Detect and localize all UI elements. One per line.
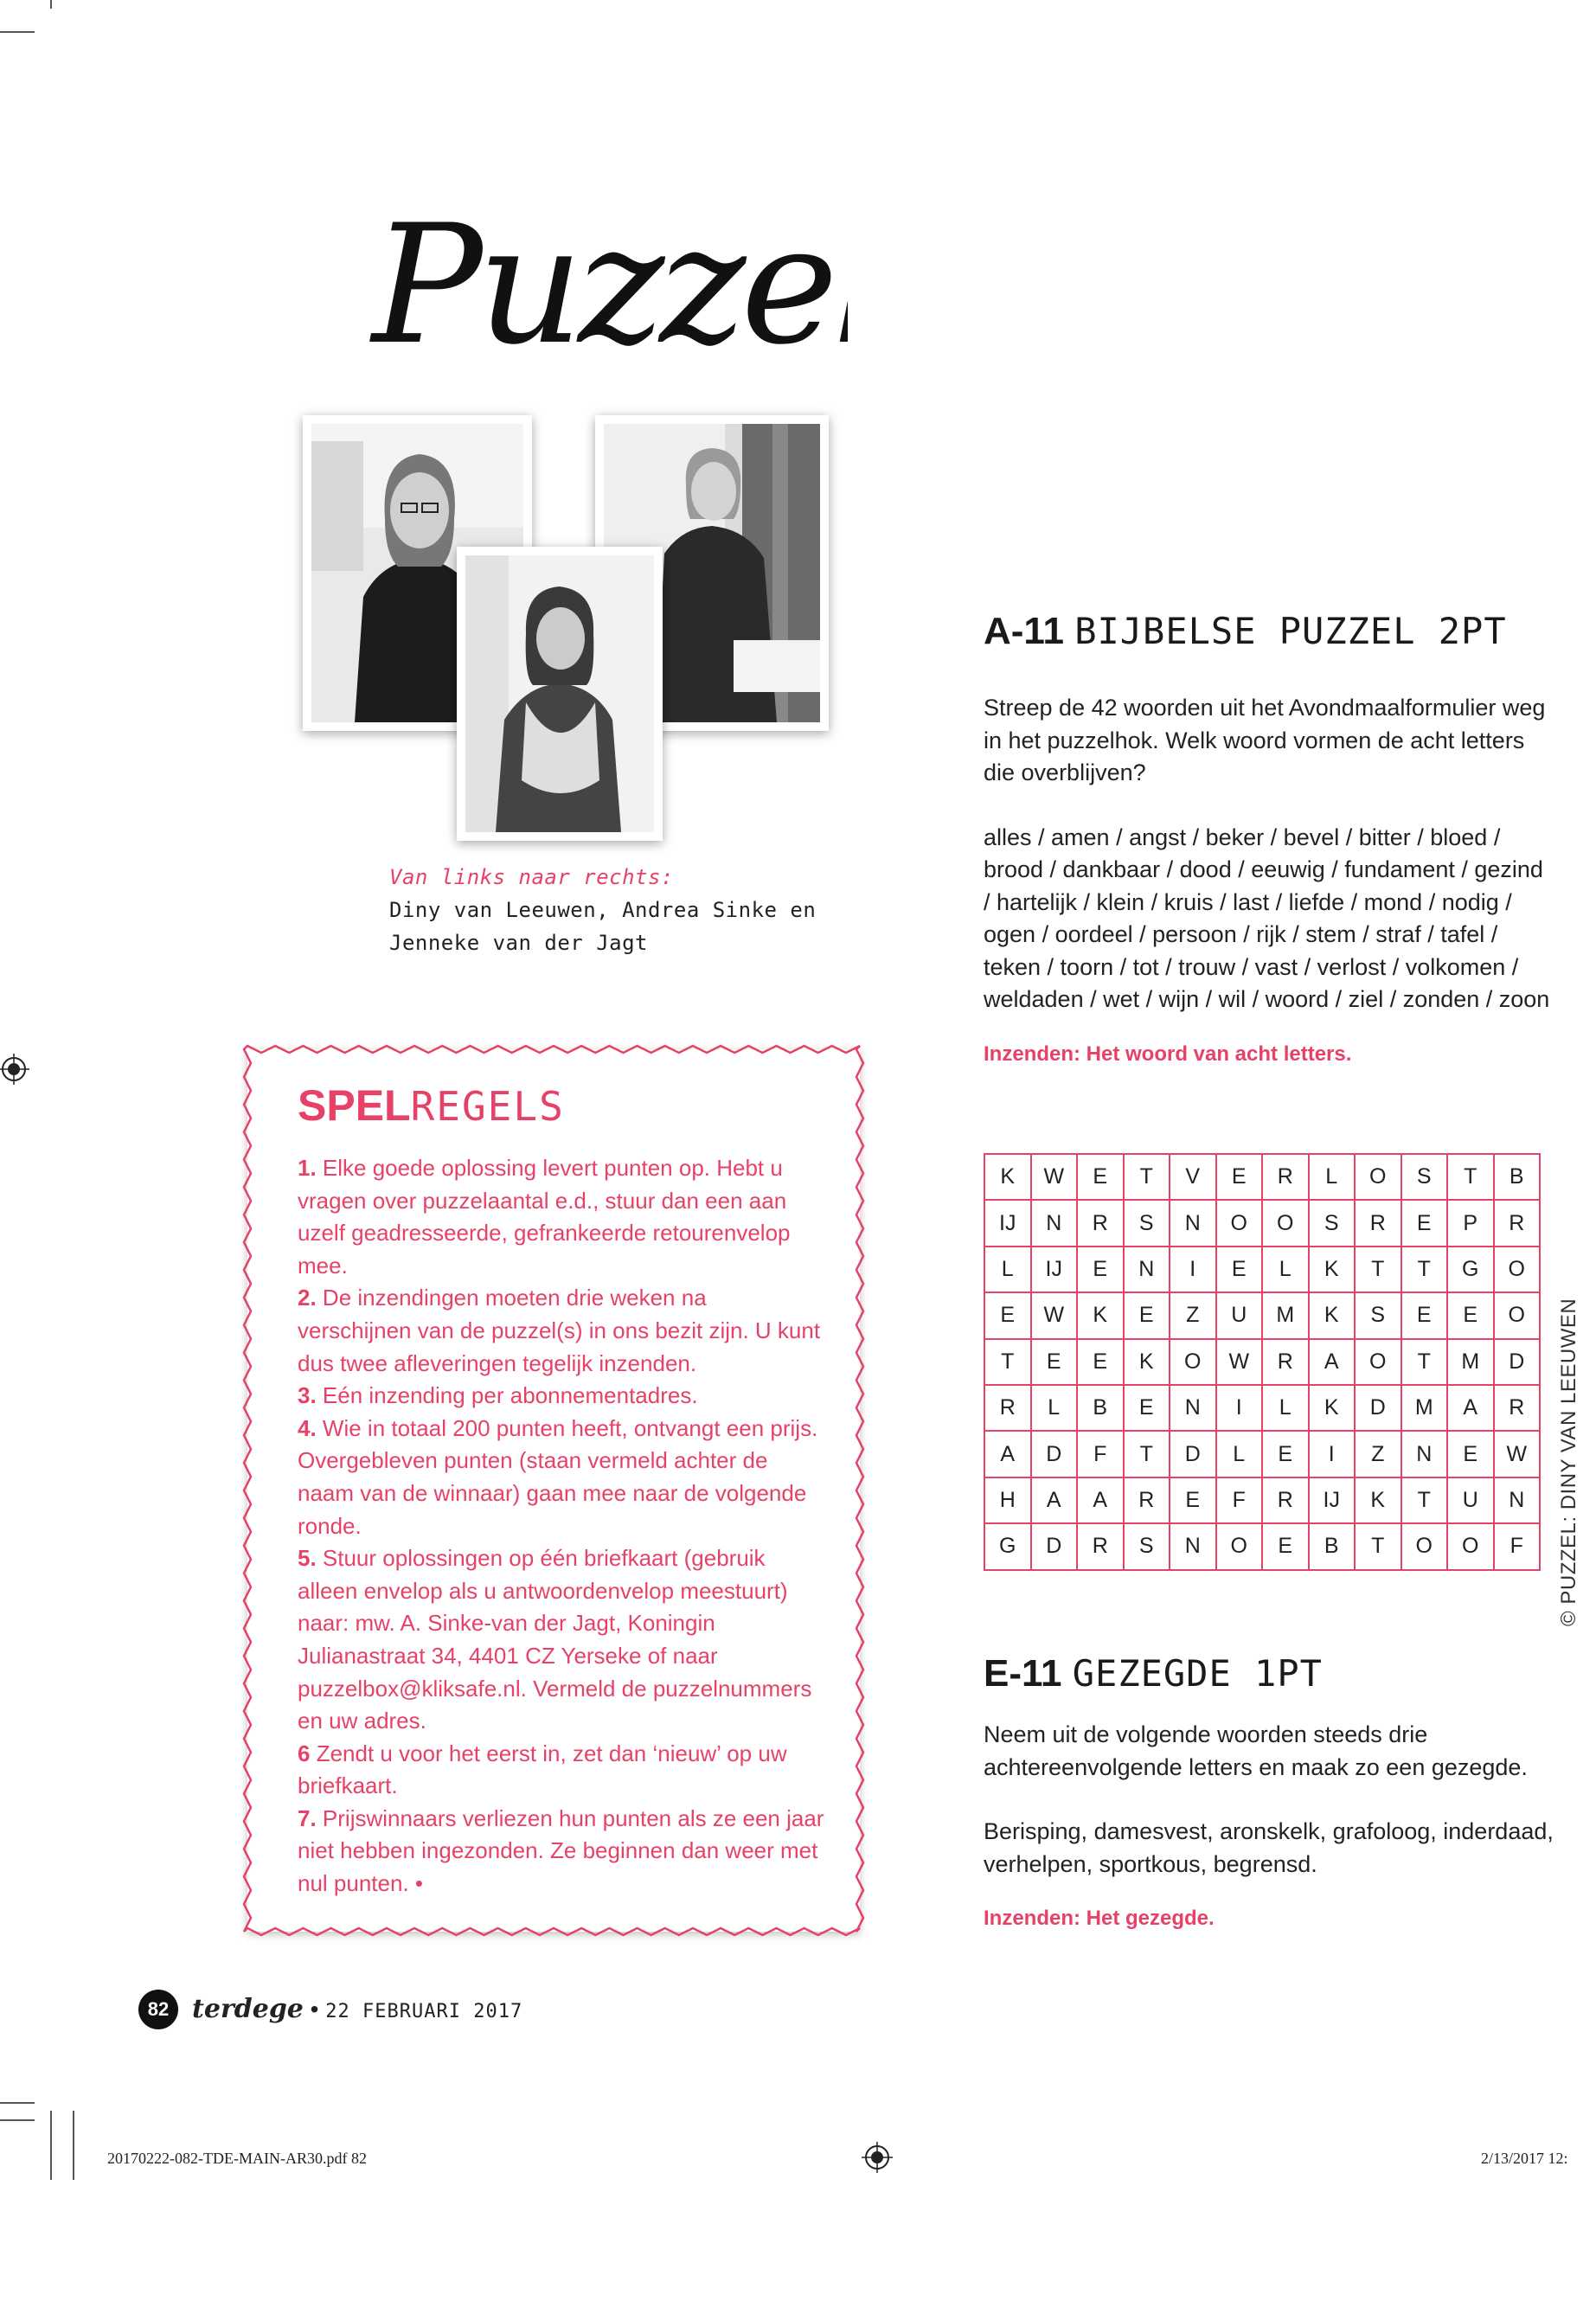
photo-caption — [389, 861, 839, 959]
slug-filename: 20170222-082-TDE-MAIN-AR30.pdf 82 — [107, 2150, 367, 2167]
grid-cell: O — [1355, 1339, 1401, 1385]
grid-cell: D — [1031, 1523, 1078, 1569]
grid-cell: P — [1447, 1200, 1494, 1246]
crop-mark — [50, 2111, 52, 2180]
grid-cell: E — [1216, 1154, 1263, 1200]
grid-cell: N — [1031, 1200, 1078, 1246]
rule-number: 6 — [298, 1740, 311, 1766]
grid-cell: Z — [1355, 1431, 1401, 1477]
grid-cell: A — [1447, 1385, 1494, 1431]
grid-cell: E — [984, 1292, 1031, 1338]
grid-cell: M — [1401, 1385, 1448, 1431]
grid-cell: R — [1262, 1339, 1309, 1385]
grid-cell: W — [1216, 1339, 1263, 1385]
grid-cell: O — [1401, 1523, 1448, 1569]
grid-cell: S — [1124, 1200, 1170, 1246]
rule-number: 1. — [298, 1155, 317, 1181]
rule-item — [298, 1152, 825, 1282]
grid-cell: L — [1262, 1385, 1309, 1431]
rule-text: De inzendingen moeten drie weken na verschijnen van de puzzel(s) in ons bezit zijn. U kunt dus twee afleveringen tegelijk inzenden. — [298, 1285, 821, 1376]
rule-text: Wie in totaal 200 punten heeft, ontvangt een prijs. Overgebleven punten (staan vermeld achter de naam van de winnaar) gaan mee naar de volgende ronde. — [298, 1414, 818, 1539]
grid-cell: K — [1077, 1292, 1124, 1338]
grid-cell: A — [1031, 1477, 1078, 1523]
grid-cell: N — [1401, 1431, 1448, 1477]
grid-row — [984, 1200, 1540, 1246]
grid-cell: I — [1309, 1431, 1356, 1477]
registration-mark-icon — [0, 1054, 29, 1085]
puzzle-a-words: alles / amen / angst / beker / bevel / bitter / bloed / brood / dankbaar / dood / eeuwig / fundament / gezind / hartelijk / klein / kruis / last / liefde / mond / nodig / ogen / oordeel / persoon / rijk / stem / straf / tafel / teken / toorn / tot / trouw / vast / verlost / volkomen / weldaden / wet / wijn / wil / woord / ziel / zonden / zoon — [984, 824, 1550, 1012]
grid-cell: O — [1216, 1523, 1263, 1569]
grid-cell: R — [1124, 1477, 1170, 1523]
grid-cell: H — [984, 1477, 1031, 1523]
rule-item — [298, 1282, 825, 1380]
page-title — [363, 173, 848, 398]
grid-cell: L — [984, 1247, 1031, 1292]
rule-text: Zendt u voor het eerst in, zet dan ‘nieuw’ op uw briefkaart. — [298, 1740, 787, 1799]
grid-cell: K — [1309, 1292, 1356, 1338]
puzzle-e-section — [984, 1648, 1554, 1931]
grid-cell: F — [1216, 1477, 1263, 1523]
grid-cell: B — [1494, 1154, 1541, 1200]
grid-cell: I — [1216, 1385, 1263, 1431]
grid-cell: U — [1447, 1477, 1494, 1523]
page-number: 82 — [138, 1990, 178, 2029]
puzzle-e-submit: Inzenden: Het gezegde. — [984, 1907, 1215, 1930]
grid-cell: E — [1077, 1247, 1124, 1292]
grid-cell: T — [1401, 1477, 1448, 1523]
grid-cell: S — [1309, 1200, 1356, 1246]
svg-text:Puzzel: Puzzel — [372, 189, 848, 381]
grid-cell: N — [1170, 1200, 1216, 1246]
rule-text: Stuur oplossingen op één briefkaart (gebruik alleen envelop als u antwoordenvelop meestuurt) naar: mw. A. Sinke-van der Jagt, Koningin Julianastraat 34, 4401 CZ Yerseke of naar puzzelbox@kliksafe.nl. Vermeld de puzzelnummers en uw adres. — [298, 1545, 812, 1734]
crop-mark — [0, 2119, 35, 2121]
grid-cell: R — [1494, 1385, 1541, 1431]
rule-text: Eén inzending per abonnementadres. — [316, 1382, 698, 1409]
grid-cell: B — [1309, 1523, 1356, 1569]
grid-cell: IJ — [1031, 1247, 1078, 1292]
grid-cell: E — [1262, 1523, 1309, 1569]
grid-cell: E — [1262, 1431, 1309, 1477]
grid-cell: K — [1355, 1477, 1401, 1523]
registration-mark-icon — [862, 2142, 893, 2173]
grid-cell: A — [1309, 1339, 1356, 1385]
grid-row — [984, 1292, 1540, 1338]
rule-number: 4. — [298, 1414, 317, 1441]
grid-cell: A — [984, 1431, 1031, 1477]
rule-item — [298, 1542, 825, 1738]
rules-title: SPELREGELS — [298, 1081, 565, 1130]
grid-cell: K — [984, 1154, 1031, 1200]
grid-cell: K — [1124, 1339, 1170, 1385]
puzzle-a-submit: Inzenden: Het woord van acht letters. — [984, 1042, 1352, 1066]
grid-cell: K — [1309, 1385, 1356, 1431]
rule-text: Prijswinnaars verliezen hun punten als ze een jaar niet hebben ingezonden. Ze beginnen dan weer met nul punten. • — [298, 1804, 824, 1897]
grid-cell: M — [1262, 1292, 1309, 1338]
grid-cell: M — [1447, 1339, 1494, 1385]
crop-mark — [0, 2102, 35, 2104]
grid-cell: T — [984, 1339, 1031, 1385]
grid-cell: D — [1494, 1339, 1541, 1385]
grid-cell: V — [1170, 1154, 1216, 1200]
photo-andrea — [457, 547, 663, 841]
slug-timestamp: 2/13/2017 12: — [1481, 2150, 1568, 2167]
word-search-grid — [984, 1153, 1541, 1571]
crop-mark — [50, 0, 52, 9]
grid-cell: O — [1355, 1154, 1401, 1200]
grid-cell: R — [984, 1385, 1031, 1431]
grid-cell: T — [1401, 1339, 1448, 1385]
rule-text: Elke goede oplossing levert punten op. Hebt u vragen over puzzelaantal e.d., stuur dan een aan uzelf geadresseerde, gefrankeerde retourenvelop mee. — [298, 1155, 791, 1279]
puzzle-a-intro: Streep de 42 woorden uit het Avondmaalformulier weg in het puzzelhok. Welk woord vormen de acht letters die overblijven? — [984, 695, 1546, 785]
grid-row — [984, 1339, 1540, 1385]
grid-cell: T — [1124, 1431, 1170, 1477]
magazine-brand: terdege — [192, 1994, 304, 2024]
grid-cell: E — [1216, 1247, 1263, 1292]
grid-row — [984, 1477, 1540, 1523]
rule-item — [298, 1413, 825, 1542]
grid-cell: L — [1216, 1431, 1263, 1477]
grid-cell: O — [1216, 1200, 1263, 1246]
grid-cell: N — [1170, 1385, 1216, 1431]
puzzle-credit: © PUZZEL: DINY VAN LEEUWEN — [1557, 1298, 1580, 1626]
grid-cell: T — [1355, 1247, 1401, 1292]
rule-item — [298, 1380, 825, 1413]
footer-line — [192, 1994, 522, 2024]
grid-row — [984, 1247, 1540, 1292]
grid-cell: S — [1401, 1154, 1448, 1200]
grid-cell: N — [1170, 1523, 1216, 1569]
grid-row — [984, 1523, 1540, 1569]
grid-cell: N — [1494, 1477, 1541, 1523]
grid-cell: I — [1170, 1247, 1216, 1292]
grid-cell: E — [1401, 1292, 1448, 1338]
grid-cell: W — [1031, 1154, 1078, 1200]
grid-cell: S — [1355, 1292, 1401, 1338]
grid-cell: R — [1494, 1200, 1541, 1246]
grid-cell: T — [1355, 1523, 1401, 1569]
grid-row — [984, 1431, 1540, 1477]
grid-cell: F — [1077, 1431, 1124, 1477]
crop-mark — [0, 31, 35, 33]
grid-cell: O — [1262, 1200, 1309, 1246]
grid-cell: E — [1401, 1200, 1448, 1246]
grid-cell: R — [1077, 1523, 1124, 1569]
grid-cell: O — [1494, 1247, 1541, 1292]
crop-mark — [73, 2111, 74, 2180]
grid-cell: E — [1124, 1385, 1170, 1431]
grid-cell: G — [1447, 1247, 1494, 1292]
puzzle-a-heading: A-11 BIJBELSE PUZZEL 2PT — [984, 610, 1507, 652]
grid-cell: E — [1031, 1339, 1078, 1385]
grid-cell: L — [1309, 1154, 1356, 1200]
grid-cell: E — [1124, 1292, 1170, 1338]
grid-cell: IJ — [984, 1200, 1031, 1246]
rule-item — [298, 1803, 825, 1900]
grid-cell: A — [1077, 1477, 1124, 1523]
grid-cell: W — [1494, 1431, 1541, 1477]
grid-cell: E — [1077, 1339, 1124, 1385]
rule-number: 5. — [298, 1545, 317, 1572]
grid-cell: L — [1262, 1247, 1309, 1292]
grid-cell: R — [1262, 1154, 1309, 1200]
puzzle-e-words: Berisping, damesvest, aronskelk, grafoloog, inderdaad, verhelpen, sportkous, begrensd. — [984, 1818, 1554, 1877]
issue-date: 22 FEBRUARI 2017 — [325, 2001, 523, 2022]
grid-cell: O — [1447, 1523, 1494, 1569]
grid-cell: E — [1077, 1154, 1124, 1200]
puzzle-e-intro: Neem uit de volgende woorden steeds drie achtereenvolgende letters en maak zo een gezegde. — [984, 1721, 1528, 1780]
grid-row — [984, 1154, 1540, 1200]
grid-cell: W — [1031, 1292, 1078, 1338]
rule-number: 3. — [298, 1382, 317, 1409]
caption-line: Jenneke van der Jagt — [389, 931, 648, 955]
grid-cell: O — [1170, 1339, 1216, 1385]
grid-cell: R — [1262, 1477, 1309, 1523]
grid-cell: D — [1355, 1385, 1401, 1431]
grid-cell: D — [1170, 1431, 1216, 1477]
grid-cell: R — [1077, 1200, 1124, 1246]
caption-lead: Van links naar rechts: — [389, 865, 674, 889]
grid-cell: R — [1355, 1200, 1401, 1246]
puzzle-e-heading: E-11 GEZEGDE 1PT — [984, 1652, 1323, 1695]
rules-list — [298, 1152, 825, 1900]
puzzle-a-section — [984, 606, 1554, 1067]
grid-cell: O — [1494, 1292, 1541, 1338]
grid-cell: IJ — [1309, 1477, 1356, 1523]
rules-box — [240, 1042, 874, 1946]
grid-cell: S — [1124, 1523, 1170, 1569]
grid-cell: B — [1077, 1385, 1124, 1431]
grid-cell: T — [1447, 1154, 1494, 1200]
grid-cell: N — [1124, 1247, 1170, 1292]
grid-cell: G — [984, 1523, 1031, 1569]
rule-number: 2. — [298, 1285, 317, 1311]
grid-cell: E — [1447, 1431, 1494, 1477]
grid-row — [984, 1385, 1540, 1431]
grid-cell: T — [1401, 1247, 1448, 1292]
rule-number: 7. — [298, 1804, 317, 1831]
grid-cell: L — [1031, 1385, 1078, 1431]
footer-separator: • — [310, 1996, 319, 2022]
grid-cell: E — [1170, 1477, 1216, 1523]
grid-cell: K — [1309, 1247, 1356, 1292]
grid-cell: U — [1216, 1292, 1263, 1338]
grid-cell: F — [1494, 1523, 1541, 1569]
grid-cell: D — [1031, 1431, 1078, 1477]
rule-item — [298, 1738, 825, 1803]
grid-cell: T — [1124, 1154, 1170, 1200]
grid-cell: Z — [1170, 1292, 1216, 1338]
grid-cell: E — [1447, 1292, 1494, 1338]
caption-line: Diny van Leeuwen, Andrea Sinke en — [389, 898, 817, 922]
